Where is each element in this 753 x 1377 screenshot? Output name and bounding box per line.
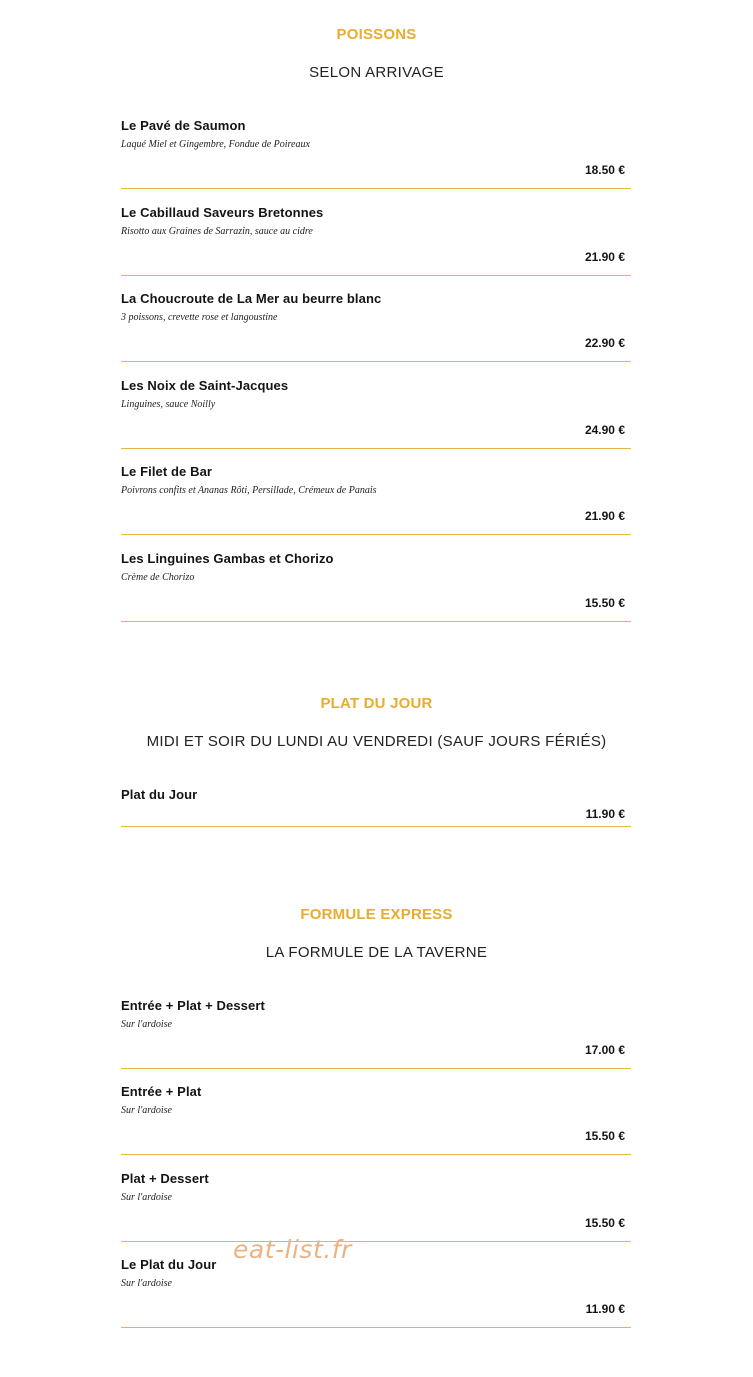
item-name: Le Filet de Bar	[121, 464, 213, 479]
item-name: Plat + Dessert	[121, 1171, 209, 1186]
menu-item	[121, 291, 631, 362]
item-name: Les Noix de Saint-Jacques	[121, 378, 289, 393]
section-title: PLAT DU JOUR	[320, 695, 433, 712]
menu-item	[121, 464, 631, 535]
menu-item	[121, 118, 631, 189]
item-description: Sur l'ardoise	[121, 1105, 172, 1116]
item-description: Crème de Chorizo	[121, 572, 195, 583]
item-price: 18.50 €	[584, 163, 625, 177]
item-description: Laqué Miel et Gingembre, Fondue de Poireaux	[121, 139, 310, 150]
item-name: Le Cabillaud Saveurs Bretonnes	[121, 205, 324, 220]
item-price: 15.50 €	[584, 1216, 625, 1230]
section-title: POISSONS	[336, 26, 417, 43]
menu-item	[121, 205, 631, 276]
menu-item	[121, 551, 631, 622]
watermark: eat-list.fr	[233, 1235, 352, 1264]
item-price: 21.90 €	[584, 250, 625, 264]
menu-item	[121, 1171, 631, 1242]
item-description: Risotto aux Graines de Sarrazin, sauce au cidre	[121, 226, 313, 237]
item-price: 24.90 €	[584, 423, 625, 437]
item-description: Sur l'ardoise	[121, 1192, 172, 1203]
item-price: 11.90 €	[585, 807, 625, 821]
item-description: Poivrons confits et Ananas Rôti, Persillade, Crémeux de Panais	[121, 485, 377, 496]
item-description: Linguines, sauce Noilly	[121, 399, 216, 410]
menu-item	[121, 998, 631, 1069]
menu-item	[121, 1084, 631, 1155]
menu-item	[121, 787, 631, 827]
section-subtitle: LA FORMULE DE LA TAVERNE	[265, 944, 488, 961]
section-title: FORMULE EXPRESS	[300, 906, 453, 923]
item-name: Le Plat du Jour	[121, 1257, 217, 1272]
menu-item	[121, 378, 631, 449]
item-description: 3 poissons, crevette rose et langoustine	[121, 312, 278, 323]
item-name: Le Pavé de Saumon	[121, 118, 246, 133]
item-name: Les Linguines Gambas et Chorizo	[121, 551, 334, 566]
section-subtitle: MIDI ET SOIR DU LUNDI AU VENDREDI (SAUF JOURS FÉRIÉS)	[146, 733, 607, 750]
item-description: Sur l'ardoise	[121, 1278, 172, 1289]
item-name: La Choucroute de La Mer au beurre blanc	[121, 291, 382, 306]
item-description: Sur l'ardoise	[121, 1019, 172, 1030]
menu-item	[121, 1257, 631, 1328]
section-subtitle: SELON ARRIVAGE	[309, 64, 444, 81]
item-price: 15.50 €	[584, 596, 625, 610]
item-name: Plat du Jour	[121, 787, 198, 802]
item-name: Entrée + Plat + Dessert	[121, 998, 265, 1013]
item-price: 21.90 €	[584, 509, 625, 523]
item-price: 15.50 €	[584, 1129, 625, 1143]
item-price: 17.00 €	[584, 1043, 625, 1057]
item-name: Entrée + Plat	[121, 1084, 202, 1099]
item-price: 22.90 €	[584, 336, 625, 350]
item-price: 11.90 €	[585, 1302, 625, 1316]
